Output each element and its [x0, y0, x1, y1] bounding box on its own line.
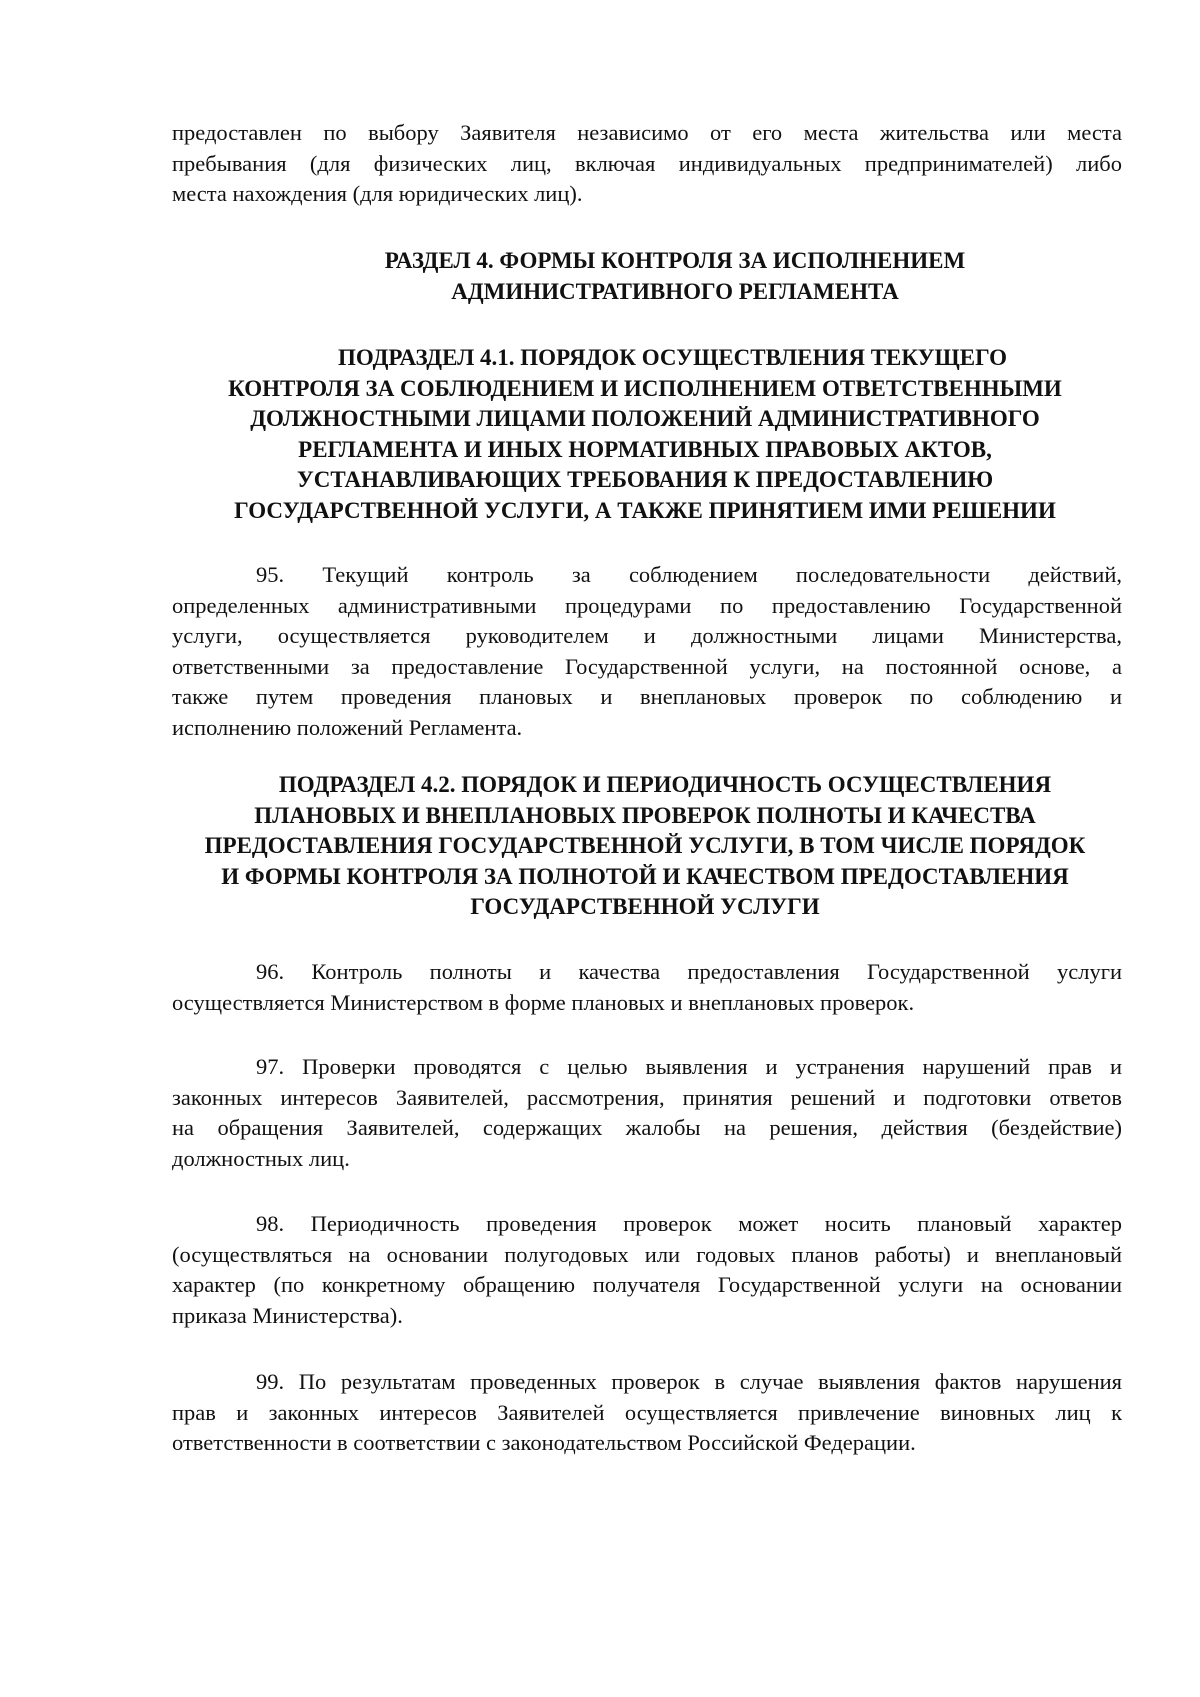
- heading-line: ГОСУДАРСТВЕННОЙ УСЛУГИ: [470, 894, 820, 919]
- heading-line: ПЛАНОВЫХ И ВНЕПЛАНОВЫХ ПРОВЕРОК ПОЛНОТЫ И КАЧЕСТВА: [254, 802, 1036, 828]
- text-line: 97. Проверки проводятся с целью выявления и устранения нарушений прав и: [256, 1054, 1122, 1079]
- heading-line: РАЗДЕЛ 4. ФОРМЫ КОНТРОЛЯ ЗА ИСПОЛНЕНИЕМ: [384, 248, 966, 273]
- text-line: на обращения Заявителей, содержащих жалобы на решения, действия (бездействие): [172, 1115, 1122, 1140]
- text-line: осуществляется Министерством в форме плановых и внеплановых проверок.: [172, 989, 915, 1015]
- text-line: характер (по конкретному обращению получателя Государственной услуги на основании: [172, 1272, 1122, 1297]
- subsection-4-2-heading: [150, 770, 1140, 923]
- subsection-4-1-heading: [150, 343, 1140, 526]
- heading-line: ПОДРАЗДЕЛ 4.2. ПОРЯДОК И ПЕРИОДИЧНОСТЬ ОСУЩЕСТВЛЕНИЯ: [278, 772, 1052, 797]
- text-line: 99. По результатам проведенных проверок в случае выявления фактов нарушения: [256, 1369, 1122, 1394]
- text-line: 98. Периодичность проведения проверок может носить плановый характер: [256, 1211, 1122, 1236]
- section-4-heading: [170, 246, 1160, 307]
- paragraph-97: [172, 1052, 1122, 1174]
- heading-line: ГОСУДАРСТВЕННОЙ УСЛУГИ, А ТАКЖЕ ПРИНЯТИЕМ ИМИ РЕШЕНИИ: [234, 497, 1056, 523]
- text-line: (осуществляться на основании полугодовых или годовых планов работы) и внеплановый: [172, 1241, 1122, 1267]
- text-line: ответственности в соответствии с законодательством Российской Федерации.: [172, 1430, 916, 1455]
- text-line: 95. Текущий контроль за соблюдением последовательности действий,: [256, 562, 1122, 587]
- text-line: исполнению положений Регламента.: [172, 714, 523, 740]
- text-line: прав и законных интересов Заявителей осуществляется привлечение виновных лиц к: [172, 1399, 1122, 1425]
- text-line: также путем проведения плановых и внеплановых проверок по соблюдению и: [172, 684, 1122, 709]
- heading-line: УСТАНАВЛИВАЮЩИХ ТРЕБОВАНИЯ К ПРЕДОСТАВЛЕНИЮ: [296, 467, 994, 492]
- text-line: пребывания (для физических лиц, включая индивидуальных предпринимателей) либо: [172, 150, 1122, 176]
- text-line: услуги, осуществляется руководителем и должностными лицами Министерства,: [172, 623, 1122, 648]
- heading-line: АДМИНИСТРАТИВНОГО РЕГЛАМЕНТА: [451, 278, 899, 304]
- text-line: определенных административными процедурами по предоставлению Государственной: [172, 592, 1122, 618]
- intro-paragraph: [172, 118, 1122, 210]
- heading-line: ПОДРАЗДЕЛ 4.1. ПОРЯДОК ОСУЩЕСТВЛЕНИЯ ТЕКУЩЕГО: [337, 345, 1008, 370]
- heading-line: КОНТРОЛЯ ЗА СОБЛЮДЕНИЕМ И ИСПОЛНЕНИЕМ ОТВЕТСТВЕННЫМИ: [228, 375, 1062, 401]
- paragraph-98: [172, 1209, 1122, 1331]
- text-line: места нахождения (для юридических лиц).: [172, 181, 583, 206]
- text-line: 96. Контроль полноты и качества предоставления Государственной услуги: [256, 959, 1122, 984]
- paragraph-95: [172, 560, 1122, 743]
- text-line: законных интересов Заявителей, рассмотрения, принятия решений и подготовки ответов: [172, 1084, 1122, 1110]
- paragraph-96: [172, 957, 1122, 1018]
- text-line: должностных лиц.: [172, 1145, 350, 1171]
- text-line: приказа Министерства).: [172, 1302, 403, 1328]
- text-line: ответственными за предоставление Государственной услуги, на постоянной основе, а: [172, 653, 1122, 679]
- text-line: предоставлен по выбору Заявителя независимо от его места жительства или места: [172, 120, 1122, 145]
- heading-line: ДОЛЖНОСТНЫМИ ЛИЦАМИ ПОЛОЖЕНИЙ АДМИНИСТРАТИВНОГО: [250, 406, 1040, 431]
- heading-line: ПРЕДОСТАВЛЕНИЯ ГОСУДАРСТВЕННОЙ УСЛУГИ, В ТОМ ЧИСЛЕ ПОРЯДОК: [204, 833, 1086, 858]
- paragraph-99: [172, 1367, 1122, 1459]
- heading-line: И ФОРМЫ КОНТРОЛЯ ЗА ПОЛНОТОЙ И КАЧЕСТВОМ ПРЕДОСТАВЛЕНИЯ: [221, 863, 1069, 889]
- heading-line: РЕГЛАМЕНТА И ИНЫХ НОРМАТИВНЫХ ПРАВОВЫХ АКТОВ,: [298, 436, 992, 462]
